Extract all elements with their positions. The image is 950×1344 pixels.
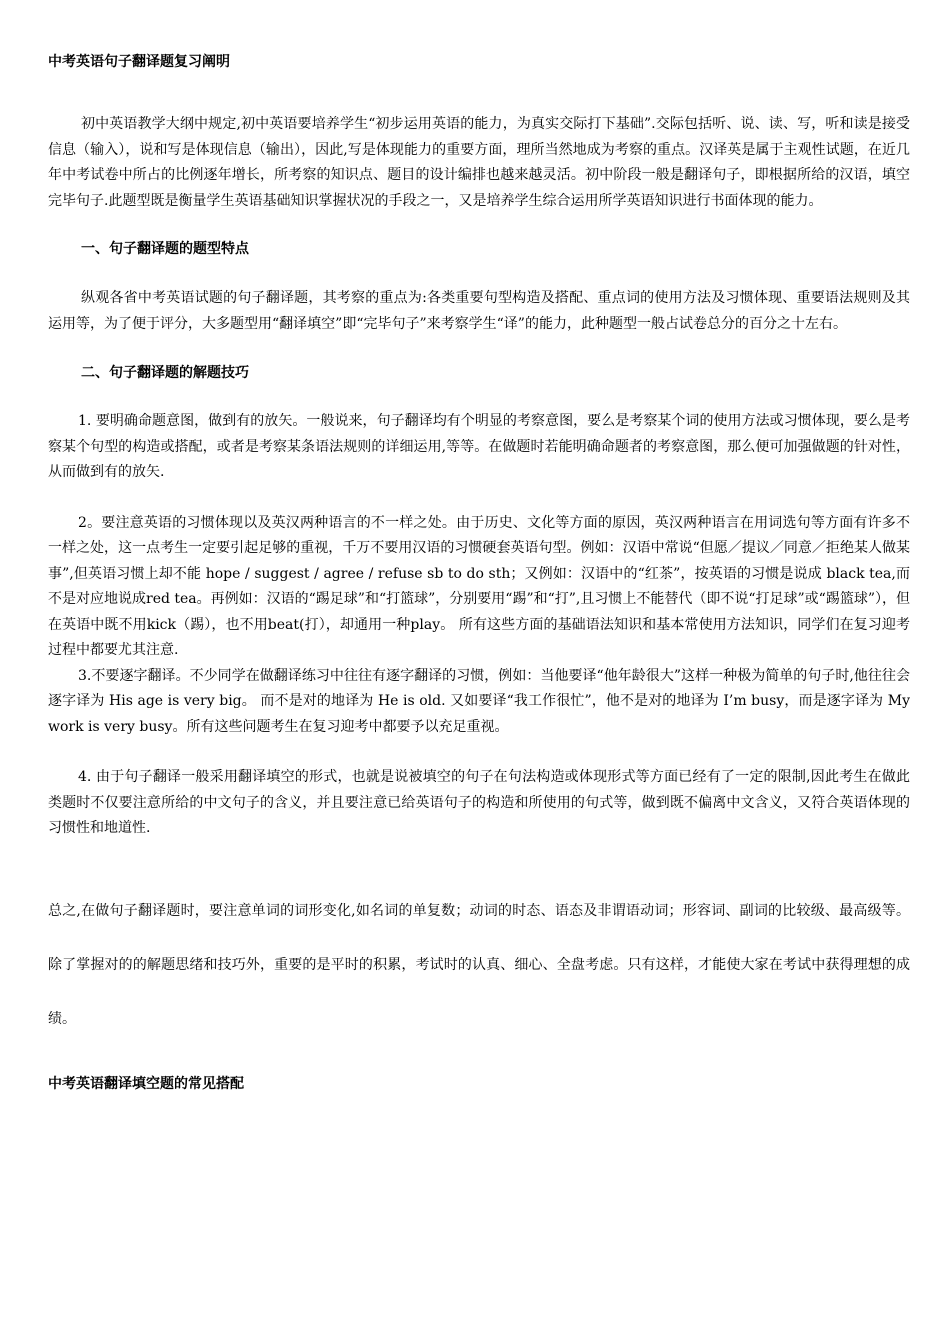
document-page <box>48 52 910 1094</box>
tip-paragraph-4: 4. 由于句子翻译一般采用翻译填空的形式，也就是说被填空的句子在句法构造或体现形式等方面已经有了一定的限制,因此考生在做此类题时不仅要注意所给的中文句子的含义，并且要注意已给英语句子的构造和所使用的句式等，做到既不偏离中文含义，又符合英语体现的习惯性和地道性. <box>48 769 910 836</box>
tip-paragraph-2: 2。要注意英语的习惯体现以及英汉两种语言的不一样之处。由于历史、文化等方面的原因，英汉两种语言在用词选句等方面有许多不一样之处，这一点考生一定要引起足够的重视，千万不要用汉语的习惯硬套英语句型。例如：汉语中常说“但愿／提议／同意／拒绝某人做某事”,但英语习惯上却不能 hope / suggest / agree / refuse sb to do sth；又例如：汉语中的“红茶”，按英语的习惯是说成 black tea,而不是对应地说成red tea。再例如：汉语的“踢足球”和“打篮球”，分别要用“踢”和“打”,且习惯上不能替代（即不说“打足球”或“踢篮球”），但在英语中既不用kick（踢），也不用beat(打），却通用一种play。 所有这些方面的基础语法知识和基本常使用方法知识，同学们在复习迎考过程中都要尤其注意. <box>48 514 910 658</box>
features-paragraph: 纵观各省中考英语试题的句子翻译题，其考察的重点为:各类重要句型构造及搭配、重点词的使用方法及习惯体现、重要语法规则及其运用等，为了便于评分，大多题型用“翻译填空”即“完毕句子”来考察学生“译”的能力，此种题型一般占试卷总分的百分之十左右。 <box>48 290 910 332</box>
section-heading-techniques: 二、句子翻译题的解题技巧 <box>81 365 249 381</box>
intro-paragraph: 初中英语教学大纲中规定,初中英语要培养学生“初步运用英语的能力，为真实交际打下基础”.交际包括听、说、读、写，听和读是接受信息（输入），说和写是体现信息（输出），因此,写是体现能力的重要方面，理所当然地成为考察的重点。汉译英是属于主观性试题，在近几年中考试卷中所占的比例逐年增长，所考察的知识点、题目的设计编排也越来越灵活。初中阶段一般是翻译句子，即根据所给的汉语，填空完毕句子.此题型既是衡量学生英语基础知识掌握状况的手段之一，又是培养学生综合运用所学英语知识进行书面体现的能力。 <box>48 116 910 209</box>
tip-paragraph-1: 1. 要明确命题意图，做到有的放矢。一般说来，句子翻译均有个明显的考察意图，要么是考察某个词的使用方法或习惯体现，要么是考察某个句型的构造或搭配，或者是考察某条语法规则的详细运用,等等。在做题时若能明确命题者的考察意图，那么便可加强做题的针对性，从而做到有的放矢. <box>48 413 910 480</box>
summary-paragraph: 总之,在做句子翻译题时，要注意单词的词形变化,如名词的单复数；动词的时态、语态及非谓语动词；形容词、副词的比较级、最高级等。除了掌握对的的解题思绪和技巧外，重要的是平时的积累，考试时的认真、细心、全盘考虑。只有这样，才能使大家在考试中获得理想的成绩。 <box>48 902 910 1027</box>
tip-paragraph-3: 3.不要逐字翻译。不少同学在做翻译练习中往往有逐字翻译的习惯，例如：当他要译“他年龄很大”这样一种极为简单的句子时,他往往会逐字译为 His age is very big。 而不是对的地译为 He is old. 又如要译“我工作很忙”，他不是对的地译为 I’m busy，而是逐字译为 My work is very busy。所有这些问题考生在复习迎考中都要予以充足重视。 <box>48 667 910 735</box>
document-title: 中考英语句子翻译题复习阐明 <box>48 54 230 70</box>
section-heading-collocations: 中考英语翻译填空题的常见搭配 <box>48 1075 244 1092</box>
section-heading-features: 一、句子翻译题的题型特点 <box>81 241 249 257</box>
